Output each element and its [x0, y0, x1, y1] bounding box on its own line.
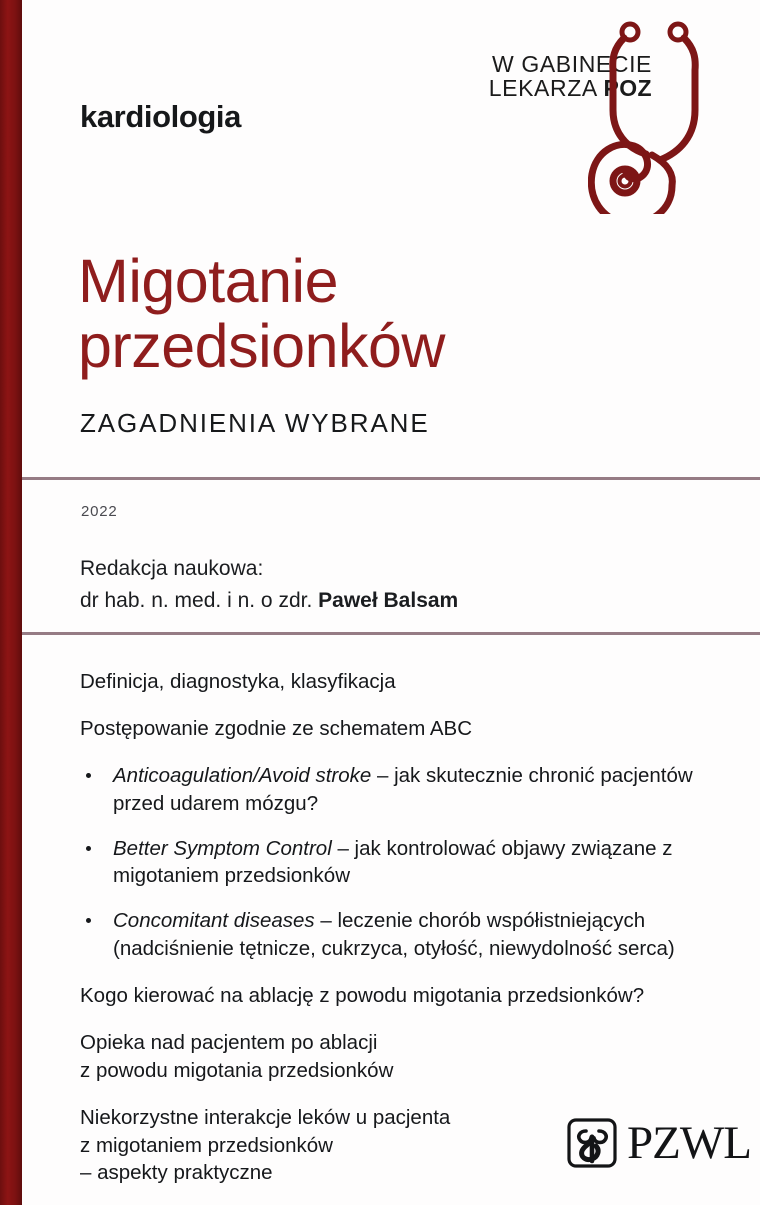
contents-bullet-text: – leczenie chorób współistniejących (nadciśnienie tętnicze, cukrzyca, otyłość, niewydolność serca): [113, 909, 675, 961]
contents-bullet-list: [80, 762, 720, 963]
title-line-2: przedsionków: [78, 312, 445, 381]
contents-bullet-emphasis: Concomitant diseases: [113, 909, 315, 933]
contents-bullet-emphasis: Better Symptom Control: [113, 836, 332, 860]
contents-bullet-text: – jak skutecznie chronić pacjentów przed udarem mózgu?: [113, 763, 693, 815]
contents-line: Opieka nad pacjentem po ablacji: [80, 1030, 378, 1054]
series-label: kardiologia: [80, 99, 241, 134]
title-line-1: Migotanie: [78, 247, 338, 315]
contents-bullet-emphasis: Anticoagulation/Avoid stroke: [113, 763, 372, 787]
editor-label: Redakcja naukowa:: [80, 557, 264, 580]
contents-line: Definicja, diagnostyka, klasyfikacja: [80, 670, 396, 693]
contents-list: [80, 668, 720, 1187]
editor-credit: [80, 585, 458, 617]
stethoscope-icon: [588, 14, 758, 214]
contents-line: Postępowanie zgodnie ze schematem ABC: [80, 716, 473, 740]
publication-year: 2022: [81, 503, 118, 520]
contents-bullet-item: [80, 835, 720, 891]
brand-line-2-bold: POZ: [603, 75, 652, 102]
contents-bullet-text: – jak kontrolować objawy związane z migotaniem przedsionków: [113, 836, 673, 888]
contents-line: z powodu migotania przedsionków: [80, 1058, 394, 1082]
editor-block: [80, 553, 458, 617]
publisher-logo: [566, 1117, 751, 1169]
contents-line: Niekorzystne interakcje leków u pacjenta: [80, 1105, 451, 1129]
contents-line: Kogo kierować na ablację z powodu migotania przedsionków?: [80, 984, 645, 1007]
contents-paragraph: [80, 982, 720, 1010]
contents-line: – aspekty praktyczne: [80, 1161, 273, 1185]
serpent-emblem-icon: [566, 1117, 618, 1169]
divider-rule-bottom: [22, 632, 760, 635]
publisher-name: PZWL: [627, 1116, 751, 1169]
contents-bullet-item: [80, 762, 720, 818]
contents-paragraph: [80, 668, 720, 696]
brand-line-2-regular: LEKARZA: [488, 75, 604, 102]
divider-rule-top: [22, 477, 760, 480]
contents-bullet-item: [80, 907, 720, 963]
contents-paragraph: [80, 1029, 720, 1085]
page-subtitle: ZAGADNIENIA WYBRANE: [80, 408, 430, 438]
page-title: [78, 249, 445, 380]
spine-strip: [0, 0, 22, 1205]
contents-line: z migotaniem przedsionków: [80, 1133, 333, 1157]
editor-name: Paweł Balsam: [318, 588, 459, 612]
contents-paragraph: [80, 715, 720, 743]
brand-line-1: W GABINECIE: [492, 51, 652, 77]
editor-degree-prefix: dr hab. n. med. i n. o zdr.: [80, 588, 319, 612]
